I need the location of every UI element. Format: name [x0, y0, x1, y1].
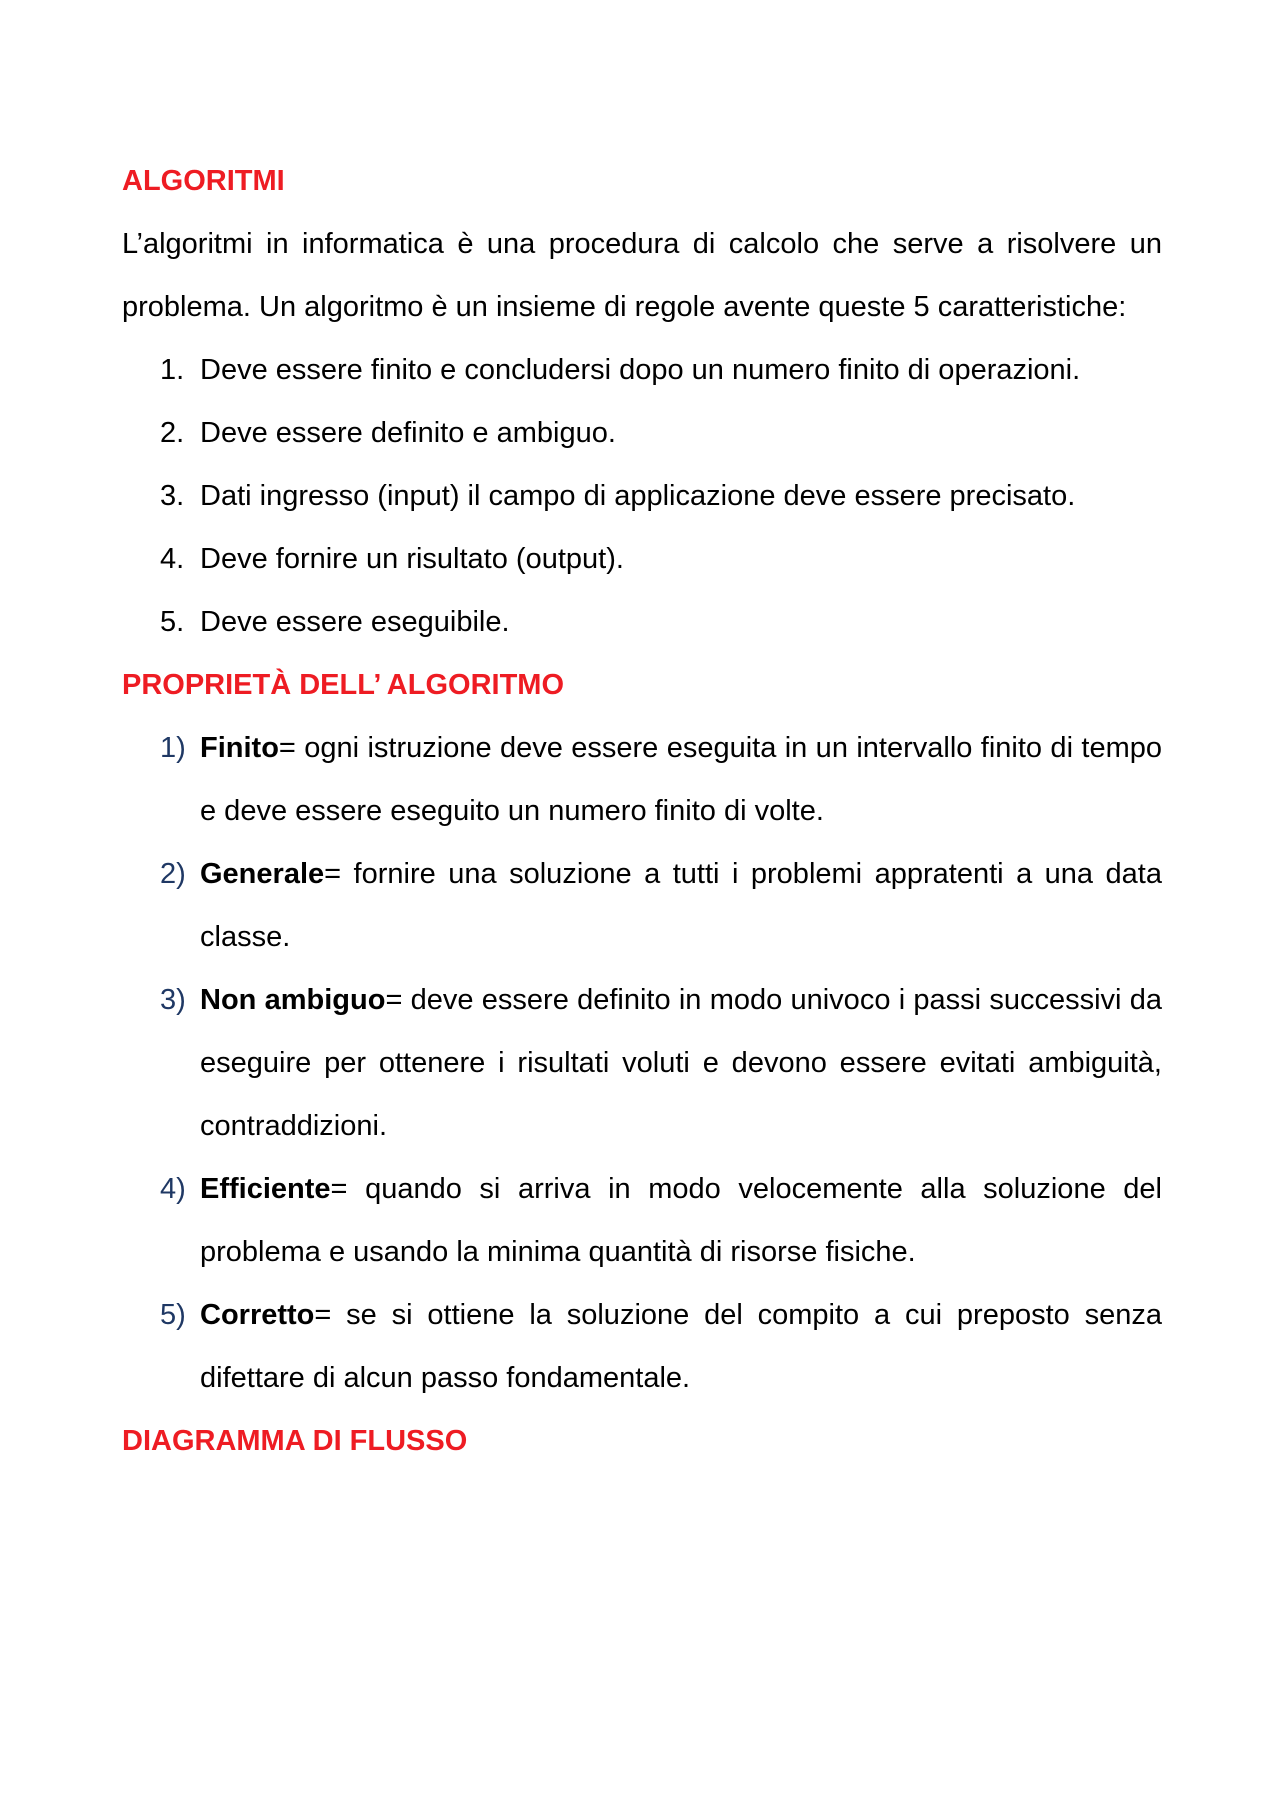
document-page — [122, 150, 1162, 1473]
list-marker: 5. — [160, 606, 185, 638]
properties-list — [122, 717, 1162, 1410]
characteristics-list — [122, 339, 1162, 654]
list-marker: 5) — [160, 1299, 186, 1331]
list-marker: 2) — [160, 858, 186, 890]
property-description: = se si ottiene la soluzione del compito a cui preposto senza difettare di alcun passo fondamentale. — [200, 1299, 1162, 1394]
list-item-text: Deve fornire un risultato (output). — [200, 543, 624, 575]
list-marker: 4) — [160, 1173, 186, 1205]
property-term: Generale — [200, 858, 325, 890]
list-item — [122, 843, 1162, 969]
list-item-text: Deve essere definito e ambiguo. — [200, 417, 616, 449]
list-marker: 2. — [160, 417, 185, 449]
intro-paragraph: L’algoritmi in informatica è una procedura di calcolo che serve a risolvere un problema. Un algoritmo è un insieme di regole avente queste 5 caratteristiche: — [122, 228, 1162, 323]
list-item — [122, 1158, 1162, 1284]
property-term: Corretto — [200, 1299, 315, 1331]
list-item-text: Deve essere eseguibile. — [200, 606, 510, 638]
list-item — [122, 465, 1162, 528]
property-description: = quando si arriva in modo velocemente alla soluzione del problema e usando la minima quantità di risorse fisiche. — [200, 1173, 1162, 1268]
list-marker: 1. — [160, 354, 185, 386]
list-marker: 1) — [160, 732, 186, 764]
list-marker: 3) — [160, 984, 186, 1016]
list-item — [122, 1284, 1162, 1410]
list-item — [122, 402, 1162, 465]
list-item — [122, 339, 1162, 402]
heading-diagramma: DIAGRAMMA DI FLUSSO — [122, 1425, 468, 1457]
list-item — [122, 591, 1162, 654]
heading-proprieta: PROPRIETÀ DELL’ ALGORITMO — [122, 669, 564, 701]
list-marker: 3. — [160, 480, 185, 512]
property-term: Non ambiguo — [200, 984, 386, 1016]
property-description: = deve essere definito in modo univoco i passi successivi da eseguire per ottenere i risultati voluti e devono essere evitati ambiguità, contraddizioni. — [200, 984, 1163, 1142]
list-item-text: Dati ingresso (input) il campo di applicazione deve essere precisato. — [200, 480, 1076, 512]
property-term: Efficiente — [200, 1173, 331, 1205]
list-marker: 4. — [160, 543, 185, 575]
list-item — [122, 717, 1162, 843]
list-item — [122, 969, 1162, 1158]
property-description: = ogni istruzione deve essere eseguita in un intervallo finito di tempo e deve essere eseguito un numero finito di volte. — [200, 732, 1162, 827]
list-item-text: Deve essere finito e concludersi dopo un numero finito di operazioni. — [200, 354, 1081, 386]
list-item — [122, 528, 1162, 591]
title-algoritmi: ALGORITMI — [122, 165, 285, 197]
property-term: Finito — [200, 732, 279, 764]
property-description: = fornire una soluzione a tutti i problemi appratenti a una data classe. — [200, 858, 1162, 953]
